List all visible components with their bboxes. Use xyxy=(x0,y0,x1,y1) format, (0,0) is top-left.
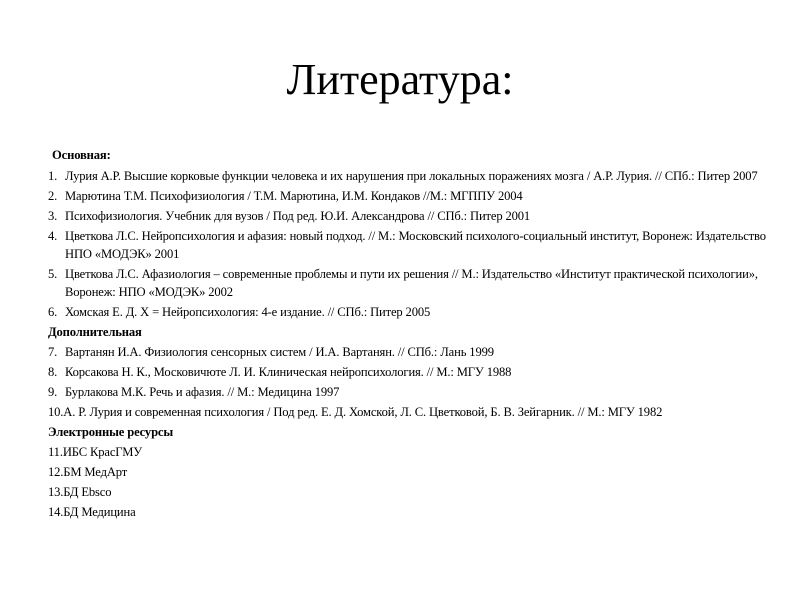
item-text: Психофизиология. Учебник для вузов / Под ред. Ю.И. Александрова // СПб.: Питер 2001 xyxy=(65,209,531,223)
list-item xyxy=(48,363,788,381)
item-number: 12. xyxy=(48,465,64,479)
section-heading: Дополнительная xyxy=(48,325,142,339)
list-item xyxy=(48,463,788,481)
list-item xyxy=(48,483,788,501)
list-item xyxy=(48,227,788,263)
section-heading: Основная: xyxy=(52,148,111,162)
item-text: БМ МедАрт xyxy=(63,465,128,479)
item-number: 13. xyxy=(48,485,64,499)
item-number: 11. xyxy=(48,445,63,459)
list-item xyxy=(48,443,788,461)
item-number: 2. xyxy=(48,189,58,203)
item-number: 10. xyxy=(48,405,64,419)
item-text: Марютина Т.М. Психофизиология / Т.М. Марютина, И.М. Кондаков //М.: МГППУ 2004 xyxy=(65,189,523,203)
list-item xyxy=(48,187,788,205)
item-number: 5. xyxy=(48,267,58,281)
list-item xyxy=(48,265,788,301)
list-item xyxy=(48,403,788,421)
item-number: 6. xyxy=(48,305,58,319)
item-text: БД Медицина xyxy=(63,505,136,519)
section-additional xyxy=(48,323,788,421)
item-text: Цветкова Л.С. Нейропсихология и афазия: новый подход. // М.: Московский психолого-социальный институт, Воронеж: Издательство НПО «МОДЭК» 2001 xyxy=(65,229,766,261)
section-electronic-resources xyxy=(48,423,788,521)
item-number: 14. xyxy=(48,505,64,519)
slide-title: Литература: xyxy=(286,55,514,104)
list-item xyxy=(48,503,788,521)
item-number: 1. xyxy=(48,169,58,183)
item-number: 4. xyxy=(48,229,58,243)
item-text: Корсакова Н. К., Московичюте Л. И. Клиническая нейропсихология. // М.: МГУ 1988 xyxy=(65,365,512,379)
item-text: БД Ebsco xyxy=(63,485,112,499)
item-text: Хомская Е. Д. Х = Нейропсихология: 4-е издание. // СПб.: Питер 2005 xyxy=(65,305,431,319)
section-main xyxy=(48,146,788,321)
item-number: 8. xyxy=(48,365,58,379)
item-text: Цветкова Л.С. Афазиология – современные проблемы и пути их решения // М.: Издательство «Институт практической психологии», Воронеж: НПО «МОДЭК» 2002 xyxy=(65,267,758,299)
list-item xyxy=(48,343,788,361)
list-item xyxy=(48,167,788,185)
item-number: 3. xyxy=(48,209,58,223)
item-text: Вартанян И.А. Физиология сенсорных систем / И.А. Вартанян. // СПб.: Лань 1999 xyxy=(65,345,494,359)
item-text: А. Р. Лурия и современная психология / Под ред. Е. Д. Хомской, Л. С. Цветковой, Б. В. Зейгарник. // М.: МГУ 1982 xyxy=(63,405,663,419)
item-number: 9. xyxy=(48,385,58,399)
item-number: 7. xyxy=(48,345,58,359)
list-item xyxy=(48,303,788,321)
list-item xyxy=(48,383,788,401)
bibliography xyxy=(48,146,788,523)
section-heading: Электронные ресурсы xyxy=(48,425,174,439)
item-text: Лурия А.Р. Высшие корковые функции человека и их нарушения при локальных поражениях мозга / А.Р. Лурия. // СПб.: Питер 2007 xyxy=(65,169,758,183)
item-text: Бурлакова М.К. Речь и афазия. // М.: Медицина 1997 xyxy=(65,385,340,399)
list-item xyxy=(48,207,788,225)
item-text: ИБС КрасГМУ xyxy=(62,445,143,459)
